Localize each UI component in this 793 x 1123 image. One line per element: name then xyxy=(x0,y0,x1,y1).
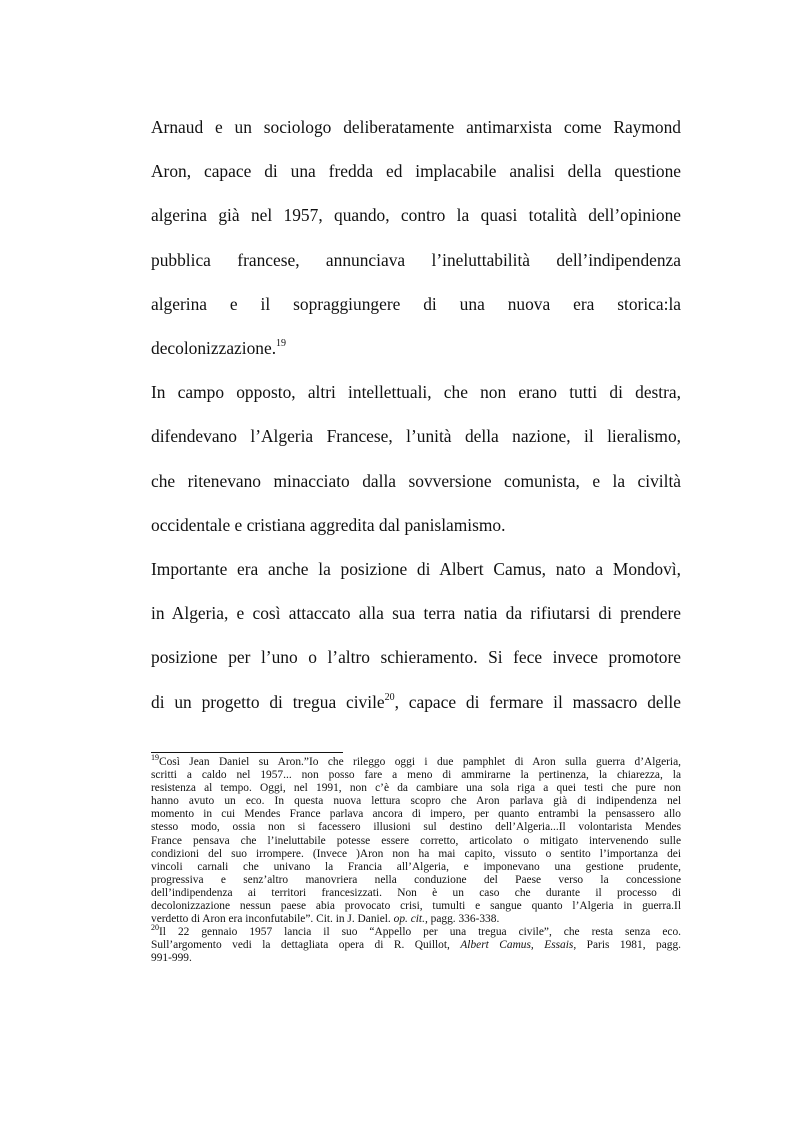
footnote-line: dell’indipendenza ai territori francesizzati. Non è un caso che durante il processo di xyxy=(151,886,681,899)
page-body xyxy=(151,105,681,724)
paragraph-1 xyxy=(151,105,681,370)
footnote-line: 991-999. xyxy=(151,952,192,965)
text-line: Importante era anche la posizione di Albert Camus, nato a Mondovì, xyxy=(151,559,681,580)
footnote-line: France pensava che l’ineluttabile potesse essere corretto, articolato o mitigato intervenendo sulle xyxy=(151,834,681,847)
footnote-line: condizioni del suo irrompere. (Invece )Aron non ha mai capito, vissuto o sentito l’importanza dei xyxy=(151,847,681,860)
text-segment: Così Jean Daniel su Aron.”Io che rileggo oggi i due pamphlet di Aron sulla guerra d’Algeria, xyxy=(159,756,681,768)
footnote-19 xyxy=(151,753,681,926)
footnote-line: momento in cui Mendes France parlava ancora di impero, per quanto entrambi la pensassero allo xyxy=(151,808,681,821)
text-segment: di un progetto di tregua civile xyxy=(151,691,385,712)
text-line-with-ref xyxy=(151,326,681,370)
text-line: algerina e il sopraggiungere di una nuova era storica:la xyxy=(151,293,681,314)
text-segment: , capace di fermare il massacro delle xyxy=(394,691,681,712)
citation-italic: op. cit., xyxy=(393,913,428,926)
footnote-line: resistenza al tempo. Oggi, nel 1991, non c’è da cambiare una sola riga a quei testi che pure non xyxy=(151,782,681,795)
footnote-number: 19 xyxy=(151,753,159,763)
footnote-line: vincoli carnali che univano la Francia all’Algeria, e imponevano una gestione prudente, xyxy=(151,860,681,873)
footnote-ref-20[interactable]: 20 xyxy=(384,691,395,703)
footnote-line: scritti a caldo nel 1957... non posso fare a meno di ammirarne la pertinenza, la chiarezza, la xyxy=(151,769,681,782)
footnote-line: decolonizzazione nessun paese abia provocato crisi, tumulti e sangue quanto l’Algeria in guerra.Il xyxy=(151,900,681,913)
text-line: occidentale e cristiana aggredita dal panislamismo. xyxy=(151,514,506,535)
text-segment: verdetto di Aron era inconfutabile”. Cit. in J. Daniel. xyxy=(151,913,394,926)
text-segment: decolonizzazione. xyxy=(151,338,277,359)
text-line: pubblica francese, annunciava l’ineluttabilità dell’indipendenza xyxy=(151,249,681,270)
footnote-line: stesso modo, ossia non si facessero illusioni sul destino dell’Algeria...Il volontarista Mendes xyxy=(151,821,681,834)
footnote-ref-19[interactable]: 19 xyxy=(276,338,287,350)
text-line: Arnaud e un sociologo deliberatamente antimarxista come Raymond xyxy=(151,117,681,137)
text-line: Aron, capace di una fredda ed implacabile analisi della questione xyxy=(151,161,681,182)
citation-italic: Albert Camus, Essais xyxy=(460,939,574,952)
footnote-line: progressiva e senz’altro manovriera nella conduzione del Paese verso la concessione xyxy=(151,873,681,886)
paragraph-3 xyxy=(151,547,681,724)
footnote-20 xyxy=(151,923,681,965)
text-segment: pagg. 336-338. xyxy=(427,913,500,926)
text-segment: , Paris 1981, pagg. xyxy=(573,939,681,952)
text-line: che ritenevano minacciato dalla sovversione comunista, e la civiltà xyxy=(151,470,681,491)
paragraph-2 xyxy=(151,370,681,547)
footnote-line xyxy=(151,753,681,769)
text-line: algerina già nel 1957, quando, contro la quasi totalità dell’opinione xyxy=(151,205,681,226)
footnote-line xyxy=(151,923,681,939)
footnote-separator xyxy=(151,752,343,753)
footnote-line xyxy=(151,913,681,926)
footnotes xyxy=(151,753,681,966)
text-line: in Algeria, e così attaccato alla sua terra natia da rifiutarsi di prendere xyxy=(151,603,681,624)
footnote-line: hanno avuto un eco. In questa nuova lettura scopro che Aron parlava già di indipendenza nel xyxy=(151,795,681,808)
footnote-number: 20 xyxy=(151,923,159,933)
text-segment: Il 22 gennaio 1957 lancia il suo “Appello per una tregua civile”, che resta senza eco. xyxy=(159,926,681,939)
footnote-line xyxy=(151,939,681,952)
text-line-with-ref xyxy=(151,680,681,724)
text-segment: Sull’argomento vedi la dettagliata opera di R. Quillot, xyxy=(151,939,461,952)
text-line: In campo opposto, altri intellettuali, che non erano tutti di destra, xyxy=(151,382,681,403)
text-line: posizione per l’uno o l’altro schieramento. Si fece invece promotore xyxy=(151,647,681,668)
text-line: difendevano l’Algeria Francese, l’unità della nazione, il lieralismo, xyxy=(151,426,681,447)
